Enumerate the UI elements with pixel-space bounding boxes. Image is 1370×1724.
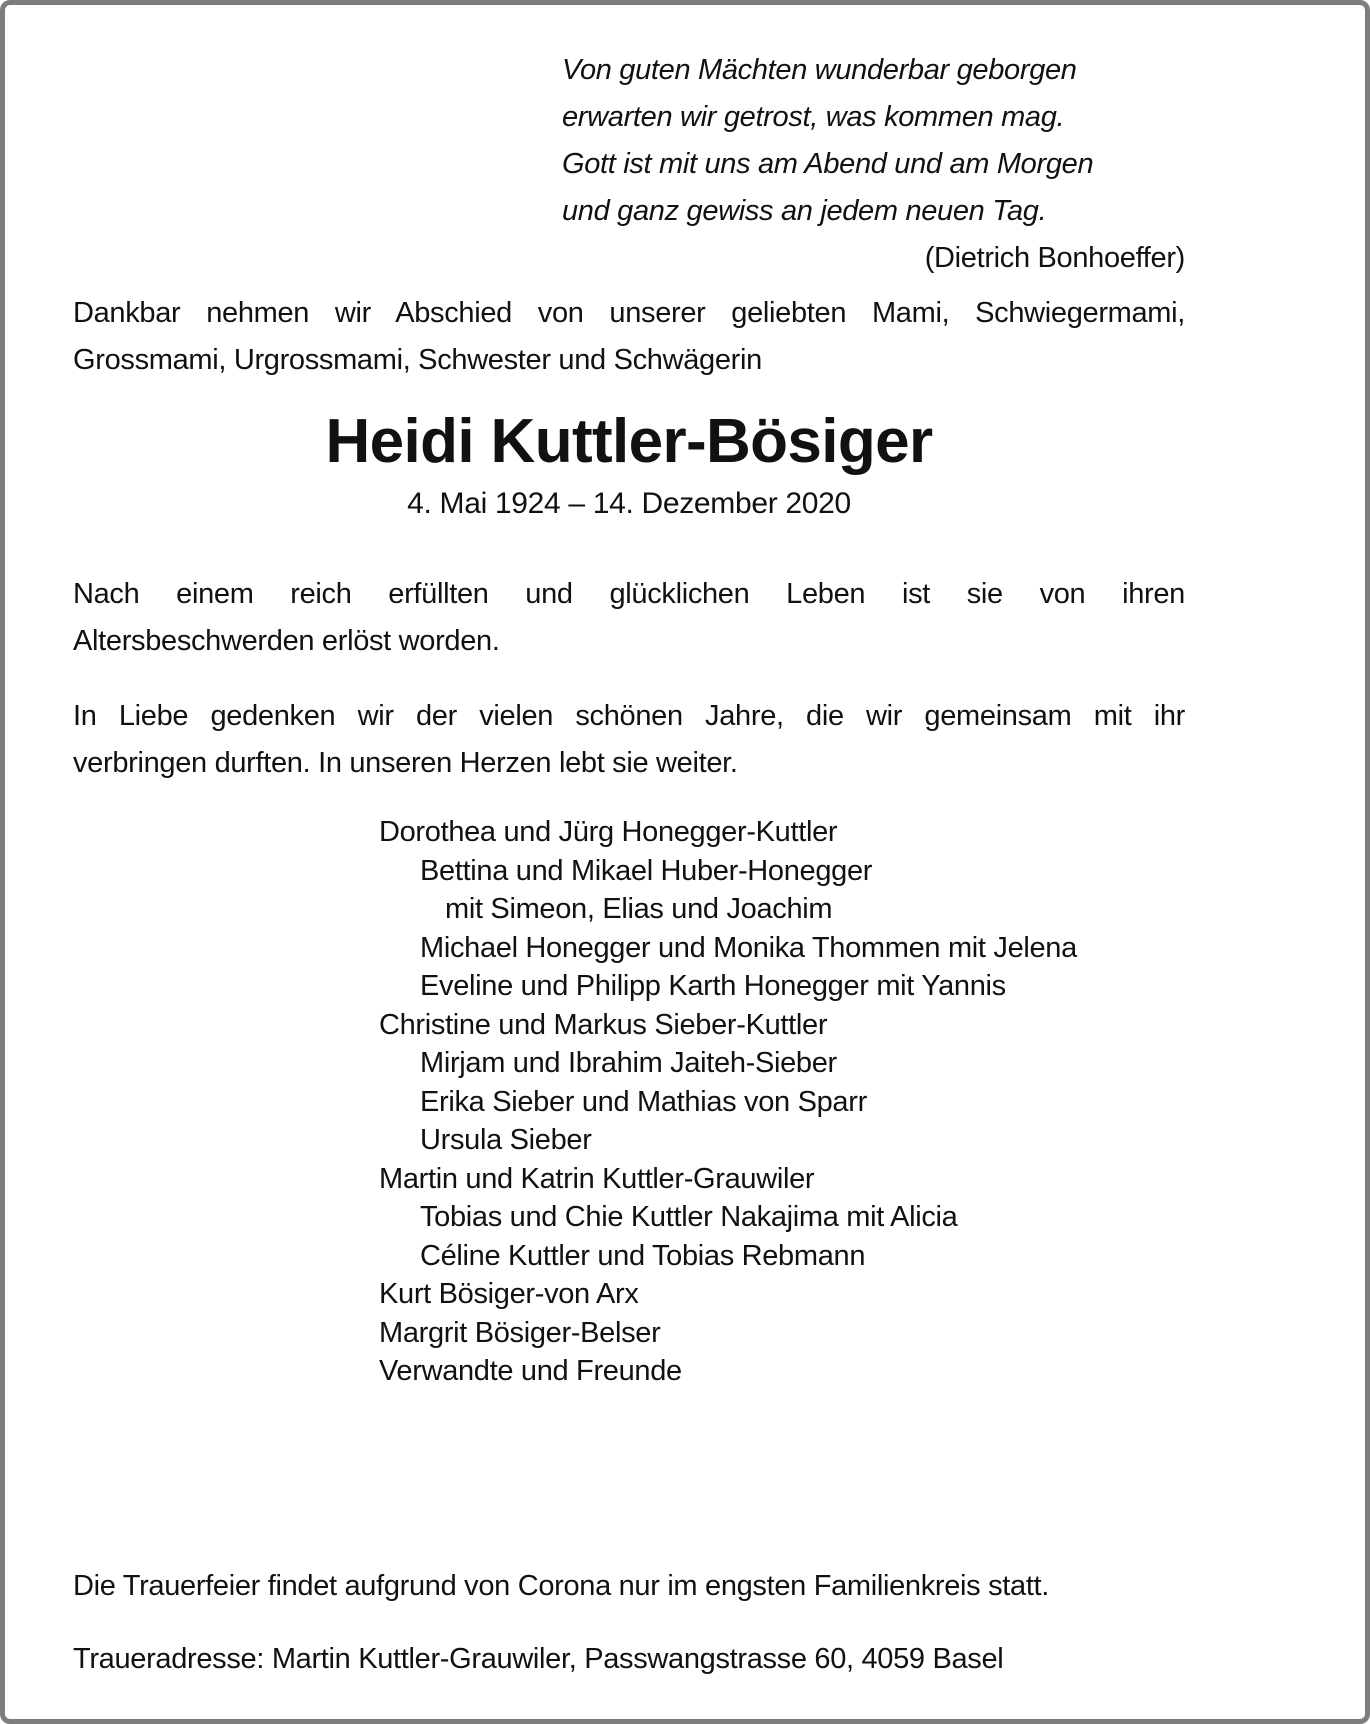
family-list-item: mit Simeon, Elias und Joachim: [445, 893, 833, 925]
family-list-item: Michael Honegger und Monika Thommen mit Jelena: [420, 931, 1077, 964]
family-list-item: Kurt Bösiger-von Arx: [379, 1278, 639, 1310]
ceremony-notice: Die Trauerfeier findet aufgrund von Corona nur im engsten Familienkreis statt.: [73, 1569, 1050, 1602]
quote-line: erwarten wir getrost, was kommen mag.: [562, 101, 1065, 133]
paragraph-line: Nach einem reich erfüllten und glücklichen Leben ist sie von ihren: [73, 578, 1185, 610]
paragraph-line: In Liebe gedenken wir der vielen schönen Jahre, die wir gemeinsam mit ihr: [73, 700, 1185, 732]
intro-line: Grossmami, Urgrossmami, Schwester und Schwägerin: [73, 344, 762, 376]
family-list-item: Erika Sieber und Mathias von Sparr: [420, 1085, 867, 1118]
intro-line: Dankbar nehmen wir Abschied von unserer geliebten Mami, Schwiegermami,: [73, 297, 1185, 329]
family-list-item: Tobias und Chie Kuttler Nakajima mit Alicia: [420, 1201, 958, 1233]
family-list-item: Ursula Sieber: [420, 1124, 592, 1156]
family-list-item: Bettina und Mikael Huber-Honegger: [420, 854, 873, 887]
family-list-item: Dorothea und Jürg Honegger-Kuttler: [379, 816, 838, 848]
intro-paragraph: [73, 290, 1185, 384]
quote-line: Von guten Mächten wunderbar geborgen: [562, 54, 1077, 86]
family-list-item: Mirjam und Ibrahim Jaiteh-Sieber: [420, 1047, 837, 1079]
mourning-address: Traueradresse: Martin Kuttler-Grauwiler, Passwangstrasse 60, 4059 Basel: [73, 1642, 1004, 1675]
family-list-item: Christine und Markus Sieber-Kuttler: [379, 1008, 828, 1041]
family-list: [379, 813, 1185, 1391]
family-list-item: Céline Kuttler und Tobias Rebmann: [420, 1239, 866, 1272]
opening-quote: [562, 47, 1185, 282]
family-list-item: Margrit Bösiger-Belser: [379, 1316, 661, 1349]
family-list-item: Martin und Katrin Kuttler-Grauwiler: [379, 1162, 815, 1195]
deceased-name: Heidi Kuttler-Bösiger: [325, 407, 933, 476]
paragraph-line: verbringen durften. In unseren Herzen lebt sie weiter.: [73, 747, 738, 779]
quote-attribution: (Dietrich Bonhoeffer): [924, 242, 1185, 274]
quote-line: und ganz gewiss an jedem neuen Tag.: [562, 195, 1047, 227]
family-list-item: Verwandte und Freunde: [379, 1355, 682, 1387]
deceased-dates: 4. Mai 1924 – 14. Dezember 2020: [407, 487, 851, 520]
family-list-item: Eveline und Philipp Karth Honegger mit Yannis: [420, 970, 1006, 1002]
body-paragraph-2: [73, 693, 1185, 787]
paragraph-line: Altersbeschwerden erlöst worden.: [73, 625, 500, 657]
obituary-content: [73, 47, 1185, 1683]
body-paragraph-1: [73, 571, 1185, 665]
quote-line: Gott ist mit uns am Abend und am Morgen: [562, 148, 1094, 180]
